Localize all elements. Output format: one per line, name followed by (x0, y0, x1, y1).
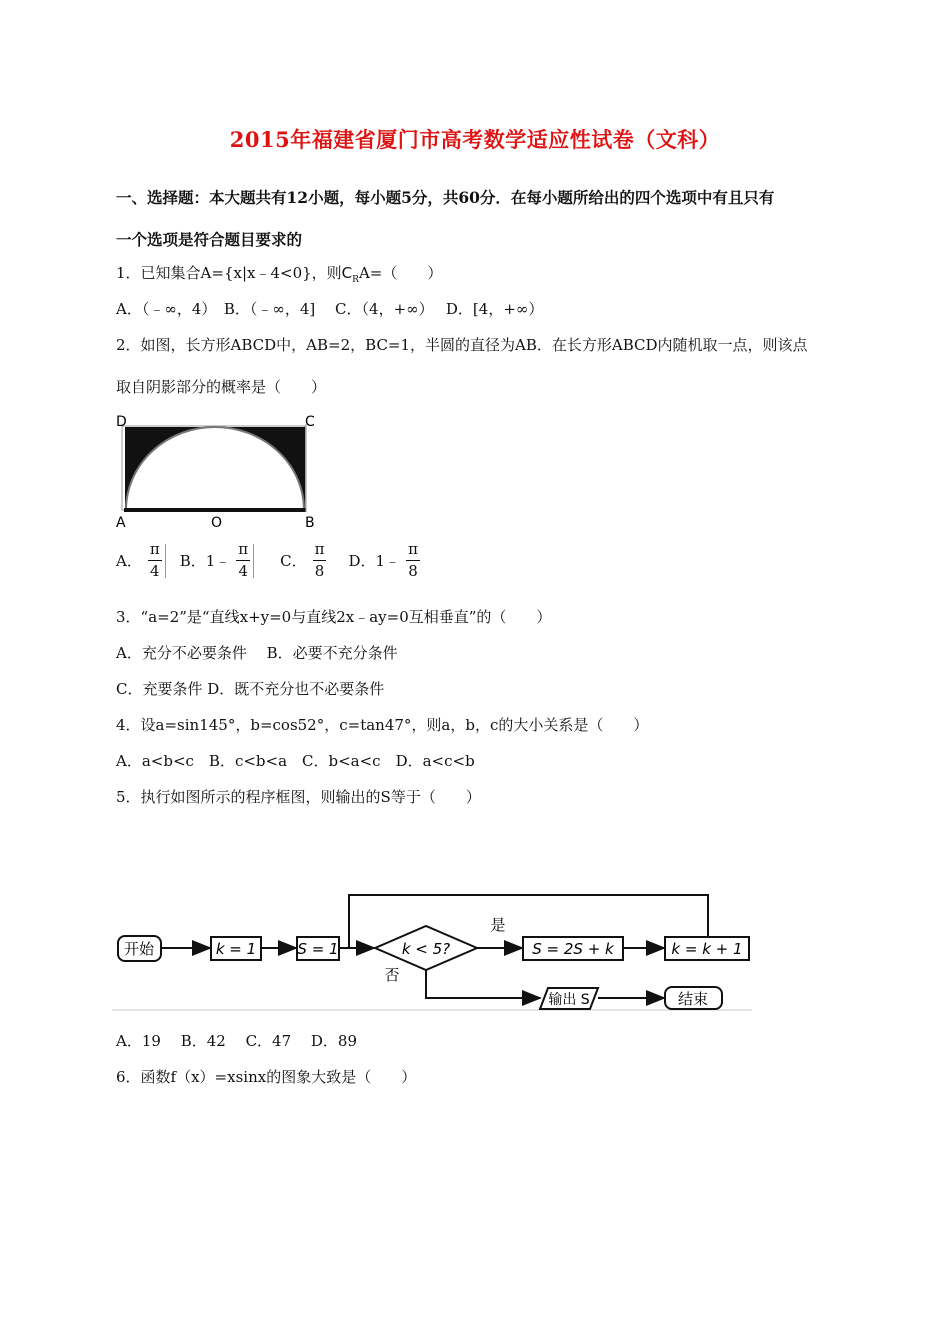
flow-s-update-label: S = 2S + k (532, 940, 614, 958)
q2-option-c-fraction (313, 542, 327, 579)
fraction-denominator: 4 (150, 562, 160, 580)
flow-output-label: 输出 S (548, 992, 590, 1008)
q2-stem-line2: 取自阴影部分的概率是（ ） (116, 378, 327, 396)
q1-stem (116, 262, 442, 285)
q3-stem: 3．“a=2”是“直线x+y=0与直线2x﹣ay=0互相垂直”的（ ） (116, 608, 552, 626)
label-o: O (211, 515, 223, 531)
q3-options-ab: A．充分不必要条件 B．必要不充分条件 (116, 644, 398, 662)
flow-no-label: 否 (384, 966, 400, 984)
q2-option-b-fraction (236, 542, 250, 579)
flow-s-init-label: S = 1 (297, 940, 339, 958)
q5-stem: 5．执行如图所示的程序框图，则输出的S等于（ ） (116, 788, 481, 806)
fraction-denominator: 8 (408, 562, 418, 580)
q4-stem: 4．设a=sin145°，b=cos52°，c=tan47°，则a，b，c的大小关系是（ ） (116, 716, 649, 734)
fraction-numerator: π (406, 542, 420, 561)
q1-stem-text: 1．已知集合A={x|x﹣4<0}，则 (116, 264, 342, 282)
label-d: D (116, 414, 127, 430)
divider (253, 544, 254, 578)
q2-option-a-label: A． (116, 552, 142, 570)
label-b: B (305, 515, 315, 531)
fraction-denominator: 8 (314, 562, 325, 580)
q1-stem-tail: A=（ ） (358, 264, 443, 282)
q2-option-a-fraction (148, 542, 162, 579)
q2-options (116, 542, 446, 579)
label-c: C (305, 414, 315, 430)
flow-k-update-label: k = k + 1 (671, 940, 743, 958)
flow-arrow-no (426, 970, 540, 998)
flow-end-label: 结束 (677, 990, 709, 1008)
q1-complement-subscript: R (352, 275, 359, 285)
fraction-numerator: π (236, 542, 250, 561)
section-heading-line1: 一、选择题：本大题共有12小题，每小题5分，共60分．在每小题所给出的四个选项中有且只有 (116, 188, 775, 207)
section-heading-line2: 一个选项是符合题目要求的 (116, 230, 303, 249)
exam-title: 2015年福建省厦门市高考数学适应性试卷（文科） (229, 127, 721, 152)
fraction-numerator: π (148, 542, 162, 561)
q5-options: A．19 B．42 C．47 D．89 (116, 1032, 358, 1050)
q2-option-c (280, 542, 326, 579)
q6-stem: 6．函数f（x）=xsinx的图象大致是（ ） (116, 1068, 417, 1086)
q2-option-b-label: B．1﹣ (179, 552, 231, 570)
label-a: A (116, 515, 126, 531)
q2-stem-line1: 2．如图，长方形ABCD中，AB=2，BC=1，半圆的直径为AB．在长方形ABCD内随机取一点，则该点 (116, 336, 808, 354)
q5-flowchart (112, 886, 754, 1012)
q2-option-d-label: D．1﹣ (348, 552, 401, 570)
q1-options: A．（﹣∞，4） B．（﹣∞，4] C．（4，+∞） D．[4，+∞） (116, 300, 544, 318)
q4-options: A．a<b<c B．c<b<a C．b<a<c D．a<c<b (116, 752, 475, 770)
q2-option-d-fraction (406, 542, 420, 579)
q2-option-b (180, 542, 254, 579)
q2-option-a (116, 542, 166, 579)
flow-yes-label: 是 (490, 916, 506, 934)
q2-option-c-label: C． (280, 552, 307, 570)
q2-option-d (348, 542, 419, 579)
q2-rectangle-semicircle-figure (112, 410, 322, 532)
fraction-numerator: π (313, 542, 327, 561)
q3-options-cd: C．充要条件 D．既不充分也不必要条件 (116, 680, 385, 698)
flow-start-label: 开始 (123, 940, 155, 958)
divider (165, 544, 166, 578)
q1-complement-symbol: C (341, 264, 353, 282)
flow-k-init-label: k = 1 (215, 940, 257, 958)
fraction-denominator: 4 (238, 562, 248, 580)
flow-decision-label: k < 5? (401, 940, 451, 958)
